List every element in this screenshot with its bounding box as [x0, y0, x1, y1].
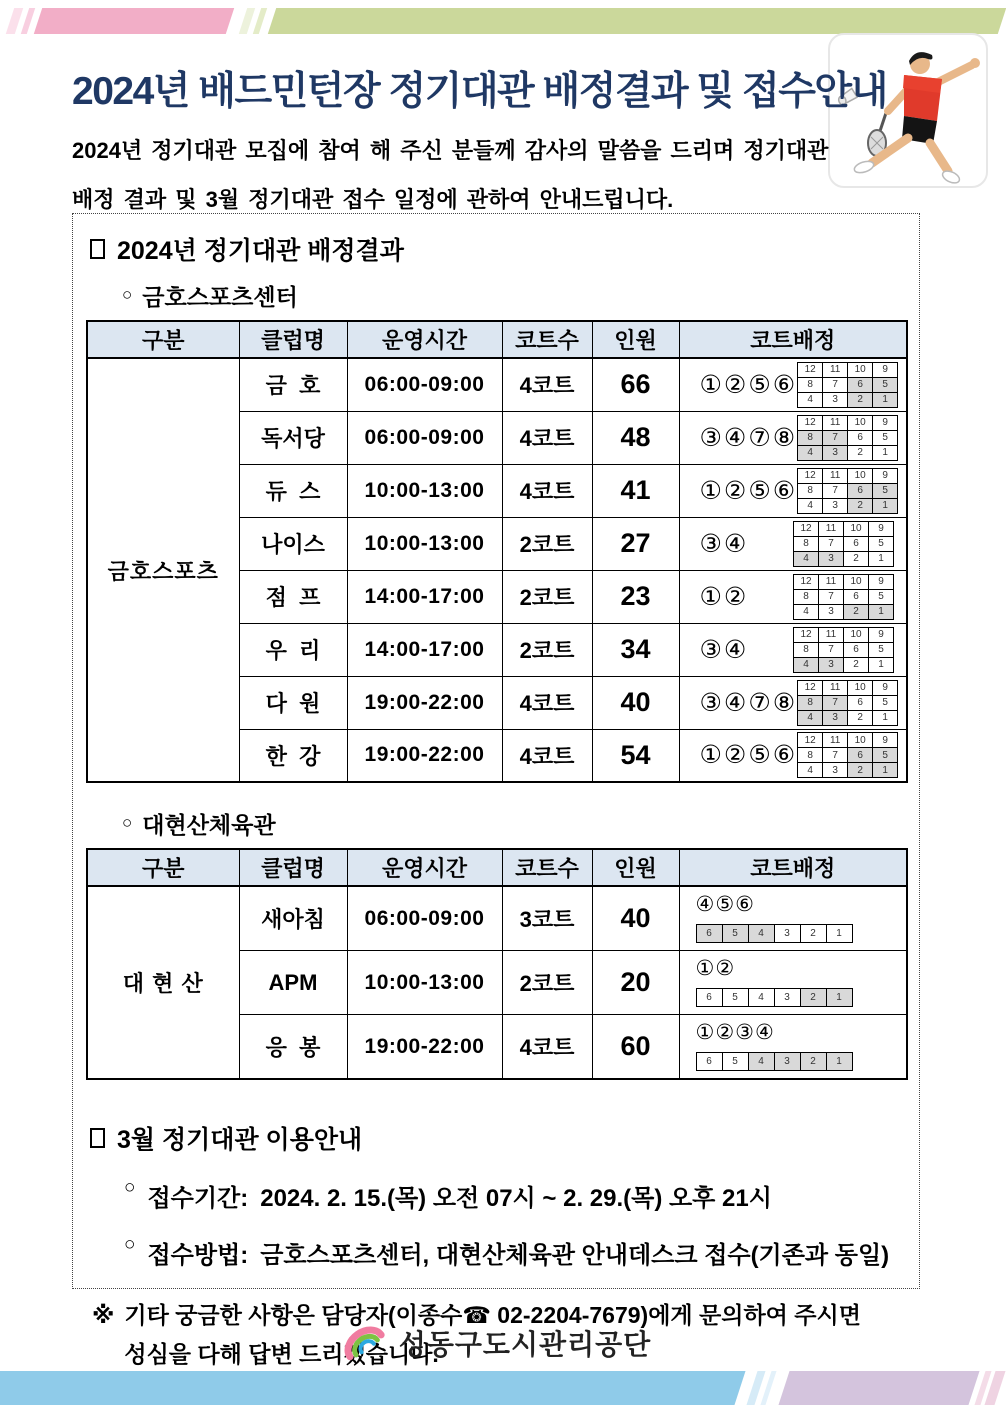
cell-time: 19:00-22:00: [347, 676, 502, 729]
assigned-court-numbers: ①②: [699, 582, 749, 611]
court-cell: 1: [827, 989, 853, 1007]
court-cell: 6: [848, 696, 873, 711]
facility-group-cell: 대 현 산: [87, 886, 239, 1079]
section-1-heading: [90, 231, 906, 267]
court-cell: 1: [873, 499, 898, 514]
column-header: 운영시간: [347, 321, 502, 358]
court-cell: 11: [819, 575, 844, 590]
cell-courts: 2코트: [502, 570, 592, 623]
court-cell: 11: [819, 628, 844, 643]
court-cell: 12: [794, 628, 819, 643]
cell-people: 34: [592, 623, 679, 676]
court-cell: 10: [844, 522, 869, 537]
cell-time: 10:00-13:00: [347, 464, 502, 517]
column-header: 인원: [592, 849, 679, 886]
cell-club: APM: [239, 951, 347, 1015]
column-header: 구분: [87, 849, 239, 886]
court-cell: 4: [798, 499, 823, 514]
cell-court-assignment: [679, 358, 907, 411]
facility-1-table: [86, 320, 908, 783]
court-cell: 1: [869, 552, 894, 567]
cell-club: 나이스: [239, 517, 347, 570]
page-title: 2024년 배드민턴장 정기대관 배정결과 및 접수안내: [72, 70, 887, 113]
court-cell: 8: [798, 748, 823, 763]
club-row: [87, 886, 907, 951]
cell-time: 10:00-13:00: [347, 951, 502, 1015]
column-header: 코트수: [502, 321, 592, 358]
court-cell: 3: [819, 658, 844, 673]
cell-courts: 2코트: [502, 517, 592, 570]
cell-courts: 4코트: [502, 1015, 592, 1080]
court-cell: 1: [869, 605, 894, 620]
court-cell: 5: [873, 748, 898, 763]
court-cell: 1: [873, 393, 898, 408]
court-cell: 9: [873, 416, 898, 431]
court-map-grid: [793, 574, 894, 620]
court-cell: 12: [798, 469, 823, 484]
cell-courts: 3코트: [502, 886, 592, 951]
court-cell: 6: [697, 925, 723, 943]
court-map-grid: [696, 1052, 853, 1071]
cell-time: 19:00-22:00: [347, 1015, 502, 1080]
court-cell: 12: [798, 733, 823, 748]
cell-people: 41: [592, 464, 679, 517]
court-cell: 5: [723, 1053, 749, 1071]
court-cell: 4: [798, 446, 823, 461]
cell-time: 14:00-17:00: [347, 570, 502, 623]
facility-1-heading: [122, 279, 906, 312]
court-cell: 3: [819, 605, 844, 620]
court-cell: 4: [749, 1053, 775, 1071]
intro-line-2: 배정 결과 및 3월 정기대관 접수 일정에 관하여 안내드립니다.: [72, 187, 674, 212]
assigned-court-numbers: ①②⑤⑥: [699, 476, 798, 505]
facility-group-cell: 금호스포츠: [87, 358, 239, 782]
court-map-grid: [696, 924, 853, 943]
court-cell: 11: [823, 681, 848, 696]
column-header: 클럽명: [239, 321, 347, 358]
cell-time: 06:00-09:00: [347, 886, 502, 951]
court-cell: 9: [873, 363, 898, 378]
cell-club: 우 리: [239, 623, 347, 676]
cell-club: 금 호: [239, 358, 347, 411]
court-cell: 6: [844, 537, 869, 552]
court-cell: 12: [794, 575, 819, 590]
court-cell: 10: [848, 469, 873, 484]
court-cell: 2: [848, 446, 873, 461]
court-cell: 8: [798, 484, 823, 499]
facility-2-table: [86, 848, 908, 1080]
court-cell: 9: [873, 681, 898, 696]
column-header: 클럽명: [239, 849, 347, 886]
reference-mark-icon: ※: [92, 1302, 115, 1328]
court-cell: 7: [823, 696, 848, 711]
assigned-court-numbers: ①②: [695, 957, 736, 980]
court-cell: 5: [869, 643, 894, 658]
column-header: 코트수: [502, 849, 592, 886]
cell-club: 듀 스: [239, 464, 347, 517]
top-stripe: [253, 8, 267, 34]
cell-court-assignment: [679, 517, 907, 570]
cell-time: 10:00-13:00: [347, 517, 502, 570]
bottom-blue-bar: [0, 1371, 746, 1405]
checkbox-icon: [90, 239, 105, 259]
court-cell: 9: [869, 522, 894, 537]
assigned-court-numbers: ①②⑤⑥: [699, 741, 798, 770]
court-cell: 2: [844, 658, 869, 673]
reception-method-value: 금호스포츠센터, 대현산체육관 안내데스크 접수(기존과 동일): [260, 1242, 890, 1269]
cell-people: 40: [592, 886, 679, 951]
cell-courts: 2코트: [502, 951, 592, 1015]
court-cell: 5: [873, 484, 898, 499]
court-cell: 10: [848, 416, 873, 431]
cell-people: 60: [592, 1015, 679, 1080]
court-cell: 8: [798, 378, 823, 393]
assigned-court-numbers: ③④⑦⑧: [699, 688, 798, 717]
court-cell: 2: [848, 763, 873, 778]
court-cell: 3: [823, 446, 848, 461]
court-map-grid: [793, 521, 894, 567]
circle-bullet-icon: ○: [122, 284, 133, 304]
court-map-grid: [797, 362, 898, 408]
facility-1-name: 금호스포츠센터: [142, 284, 298, 310]
court-map-grid: [793, 627, 894, 673]
column-header: 구분: [87, 321, 239, 358]
court-map-grid: [696, 988, 853, 1007]
court-cell: 8: [798, 431, 823, 446]
court-cell: 4: [798, 763, 823, 778]
cell-court-assignment: [679, 411, 907, 464]
court-cell: 4: [798, 711, 823, 726]
cell-club: 한 강: [239, 729, 347, 782]
court-cell: 6: [844, 643, 869, 658]
court-cell: 7: [823, 378, 848, 393]
court-cell: 1: [873, 763, 898, 778]
cell-courts: 2코트: [502, 623, 592, 676]
court-cell: 11: [823, 469, 848, 484]
court-cell: 6: [844, 590, 869, 605]
court-cell: 7: [823, 484, 848, 499]
top-pink-bar: [34, 8, 234, 34]
assigned-court-numbers: ③④: [699, 635, 749, 664]
court-cell: 9: [873, 469, 898, 484]
reception-period-line: [124, 1178, 906, 1213]
table-header-row: [87, 321, 907, 358]
table-header-row: [87, 849, 907, 886]
court-cell: 2: [844, 605, 869, 620]
cell-time: 19:00-22:00: [347, 729, 502, 782]
cell-club: 독서당: [239, 411, 347, 464]
court-map-grid: [797, 732, 898, 778]
cell-court-assignment: [679, 623, 907, 676]
court-cell: 1: [873, 446, 898, 461]
cell-courts: 4코트: [502, 358, 592, 411]
court-cell: 5: [873, 378, 898, 393]
court-cell: 2: [848, 499, 873, 514]
cell-club: 응 봉: [239, 1015, 347, 1080]
court-cell: 10: [848, 681, 873, 696]
court-map-grid: [797, 415, 898, 461]
cell-court-assignment: [679, 951, 907, 1015]
cell-time: 06:00-09:00: [347, 411, 502, 464]
court-cell: 3: [823, 499, 848, 514]
court-cell: 9: [873, 733, 898, 748]
assigned-court-numbers: ①②③④: [695, 1021, 775, 1044]
circle-bullet-icon: ○: [124, 1234, 136, 1255]
court-cell: 7: [819, 590, 844, 605]
court-cell: 9: [869, 575, 894, 590]
cell-club: 다 원: [239, 676, 347, 729]
org-logo-icon: [341, 1322, 389, 1364]
court-cell: 6: [848, 748, 873, 763]
court-cell: 3: [823, 393, 848, 408]
court-cell: 2: [848, 711, 873, 726]
cell-people: 54: [592, 729, 679, 782]
court-cell: 11: [823, 733, 848, 748]
assigned-court-numbers: ③④⑦⑧: [699, 423, 798, 452]
intro-line-1: 2024년 정기대관 모집에 참여 해 주신 분들께 감사의 말씀을 드리며 정기대관: [72, 138, 829, 163]
court-cell: 4: [794, 605, 819, 620]
cell-courts: 4코트: [502, 411, 592, 464]
court-cell: 5: [873, 696, 898, 711]
top-stripe: [6, 8, 23, 34]
cell-people: 66: [592, 358, 679, 411]
cell-club: 점 프: [239, 570, 347, 623]
court-cell: 3: [823, 711, 848, 726]
court-cell: 7: [819, 643, 844, 658]
cell-court-assignment: [679, 676, 907, 729]
court-cell: 2: [801, 925, 827, 943]
reception-method-line: [124, 1235, 906, 1270]
circle-bullet-icon: ○: [124, 1177, 136, 1198]
assigned-court-numbers: ①②⑤⑥: [699, 370, 798, 399]
court-cell: 2: [801, 1053, 827, 1071]
cell-court-assignment: [679, 464, 907, 517]
court-cell: 10: [844, 628, 869, 643]
court-cell: 8: [794, 590, 819, 605]
top-green-bar: [268, 8, 1006, 34]
top-stripe: [21, 8, 35, 34]
section-2-heading: [90, 1120, 906, 1156]
cell-time: 14:00-17:00: [347, 623, 502, 676]
cell-time: 06:00-09:00: [347, 358, 502, 411]
court-cell: 1: [869, 658, 894, 673]
court-cell: 4: [794, 658, 819, 673]
court-cell: 6: [848, 431, 873, 446]
court-cell: 4: [798, 393, 823, 408]
court-cell: 11: [823, 363, 848, 378]
cell-court-assignment: [679, 886, 907, 951]
court-cell: 10: [848, 733, 873, 748]
section-1-title: 2024년 정기대관 배정결과: [117, 237, 404, 265]
court-cell: 3: [819, 552, 844, 567]
assigned-court-numbers: ④⑤⑥: [695, 893, 755, 916]
bottom-lavender-bar: [778, 1371, 979, 1405]
court-cell: 5: [873, 431, 898, 446]
court-cell: 4: [749, 925, 775, 943]
court-cell: 11: [823, 416, 848, 431]
court-cell: 8: [798, 696, 823, 711]
court-cell: 10: [844, 575, 869, 590]
circle-bullet-icon: ○: [122, 812, 133, 832]
court-map-grid: [797, 468, 898, 514]
contact-note-line-1: 기타 궁금한 사항은 담당자(이종수☎ 02-2204-7679)에게 문의하여 주시면: [124, 1302, 861, 1328]
court-cell: 1: [827, 925, 853, 943]
checkbox-icon: [90, 1128, 105, 1148]
court-cell: 12: [798, 681, 823, 696]
court-cell: 7: [819, 537, 844, 552]
cell-courts: 4코트: [502, 464, 592, 517]
org-name: 성동구도시관리공단: [398, 1329, 652, 1360]
court-cell: 5: [723, 925, 749, 943]
court-cell: 12: [798, 416, 823, 431]
court-cell: 1: [873, 711, 898, 726]
cell-people: 48: [592, 411, 679, 464]
court-cell: 3: [823, 763, 848, 778]
court-cell: 4: [749, 989, 775, 1007]
court-cell: 5: [869, 537, 894, 552]
court-cell: 6: [848, 484, 873, 499]
court-cell: 3: [775, 989, 801, 1007]
court-cell: 3: [775, 925, 801, 943]
reception-period-value: 2024. 2. 15.(목) 오전 07시 ~ 2. 29.(목) 오후 21시: [260, 1185, 772, 1212]
court-cell: 6: [848, 378, 873, 393]
court-cell: 3: [775, 1053, 801, 1071]
court-cell: 2: [801, 989, 827, 1007]
reception-method-label: 접수방법:: [147, 1242, 249, 1269]
court-cell: 11: [819, 522, 844, 537]
cell-people: 23: [592, 570, 679, 623]
facility-2-heading: [122, 807, 906, 840]
cell-courts: 4코트: [502, 676, 592, 729]
column-header: 코트배정: [679, 849, 907, 886]
column-header: 운영시간: [347, 849, 502, 886]
court-cell: 6: [697, 989, 723, 1007]
court-cell: 5: [723, 989, 749, 1007]
cell-people: 20: [592, 951, 679, 1015]
court-cell: 5: [869, 590, 894, 605]
cell-court-assignment: [679, 570, 907, 623]
reception-period-label: 접수기간:: [147, 1185, 249, 1212]
footer: [0, 1322, 992, 1364]
court-cell: 4: [794, 552, 819, 567]
cell-club: 새아침: [239, 886, 347, 951]
court-cell: 1: [827, 1053, 853, 1071]
court-cell: 12: [794, 522, 819, 537]
cell-people: 27: [592, 517, 679, 570]
facility-2-name: 대현산체육관: [142, 812, 276, 838]
column-header: 인원: [592, 321, 679, 358]
court-cell: 2: [848, 393, 873, 408]
assigned-court-numbers: ③④: [699, 529, 749, 558]
court-cell: 9: [869, 628, 894, 643]
court-cell: 8: [794, 643, 819, 658]
intro-paragraph: [72, 126, 912, 224]
cell-courts: 4코트: [502, 729, 592, 782]
court-cell: 2: [844, 552, 869, 567]
column-header: 코트배정: [679, 321, 907, 358]
section-2-title: 3월 정기대관 이용안내: [117, 1126, 363, 1154]
cell-people: 40: [592, 676, 679, 729]
club-row: [87, 358, 907, 411]
court-cell: 8: [794, 537, 819, 552]
court-map-grid: [797, 680, 898, 726]
court-cell: 7: [823, 431, 848, 446]
court-cell: 7: [823, 748, 848, 763]
contact-note-line-2: 성심을 다해 답변 드리겠습니다.: [124, 1341, 439, 1367]
court-cell: 12: [798, 363, 823, 378]
cell-court-assignment: [679, 729, 907, 782]
court-cell: 10: [848, 363, 873, 378]
court-cell: 6: [697, 1053, 723, 1071]
cell-court-assignment: [679, 1015, 907, 1080]
